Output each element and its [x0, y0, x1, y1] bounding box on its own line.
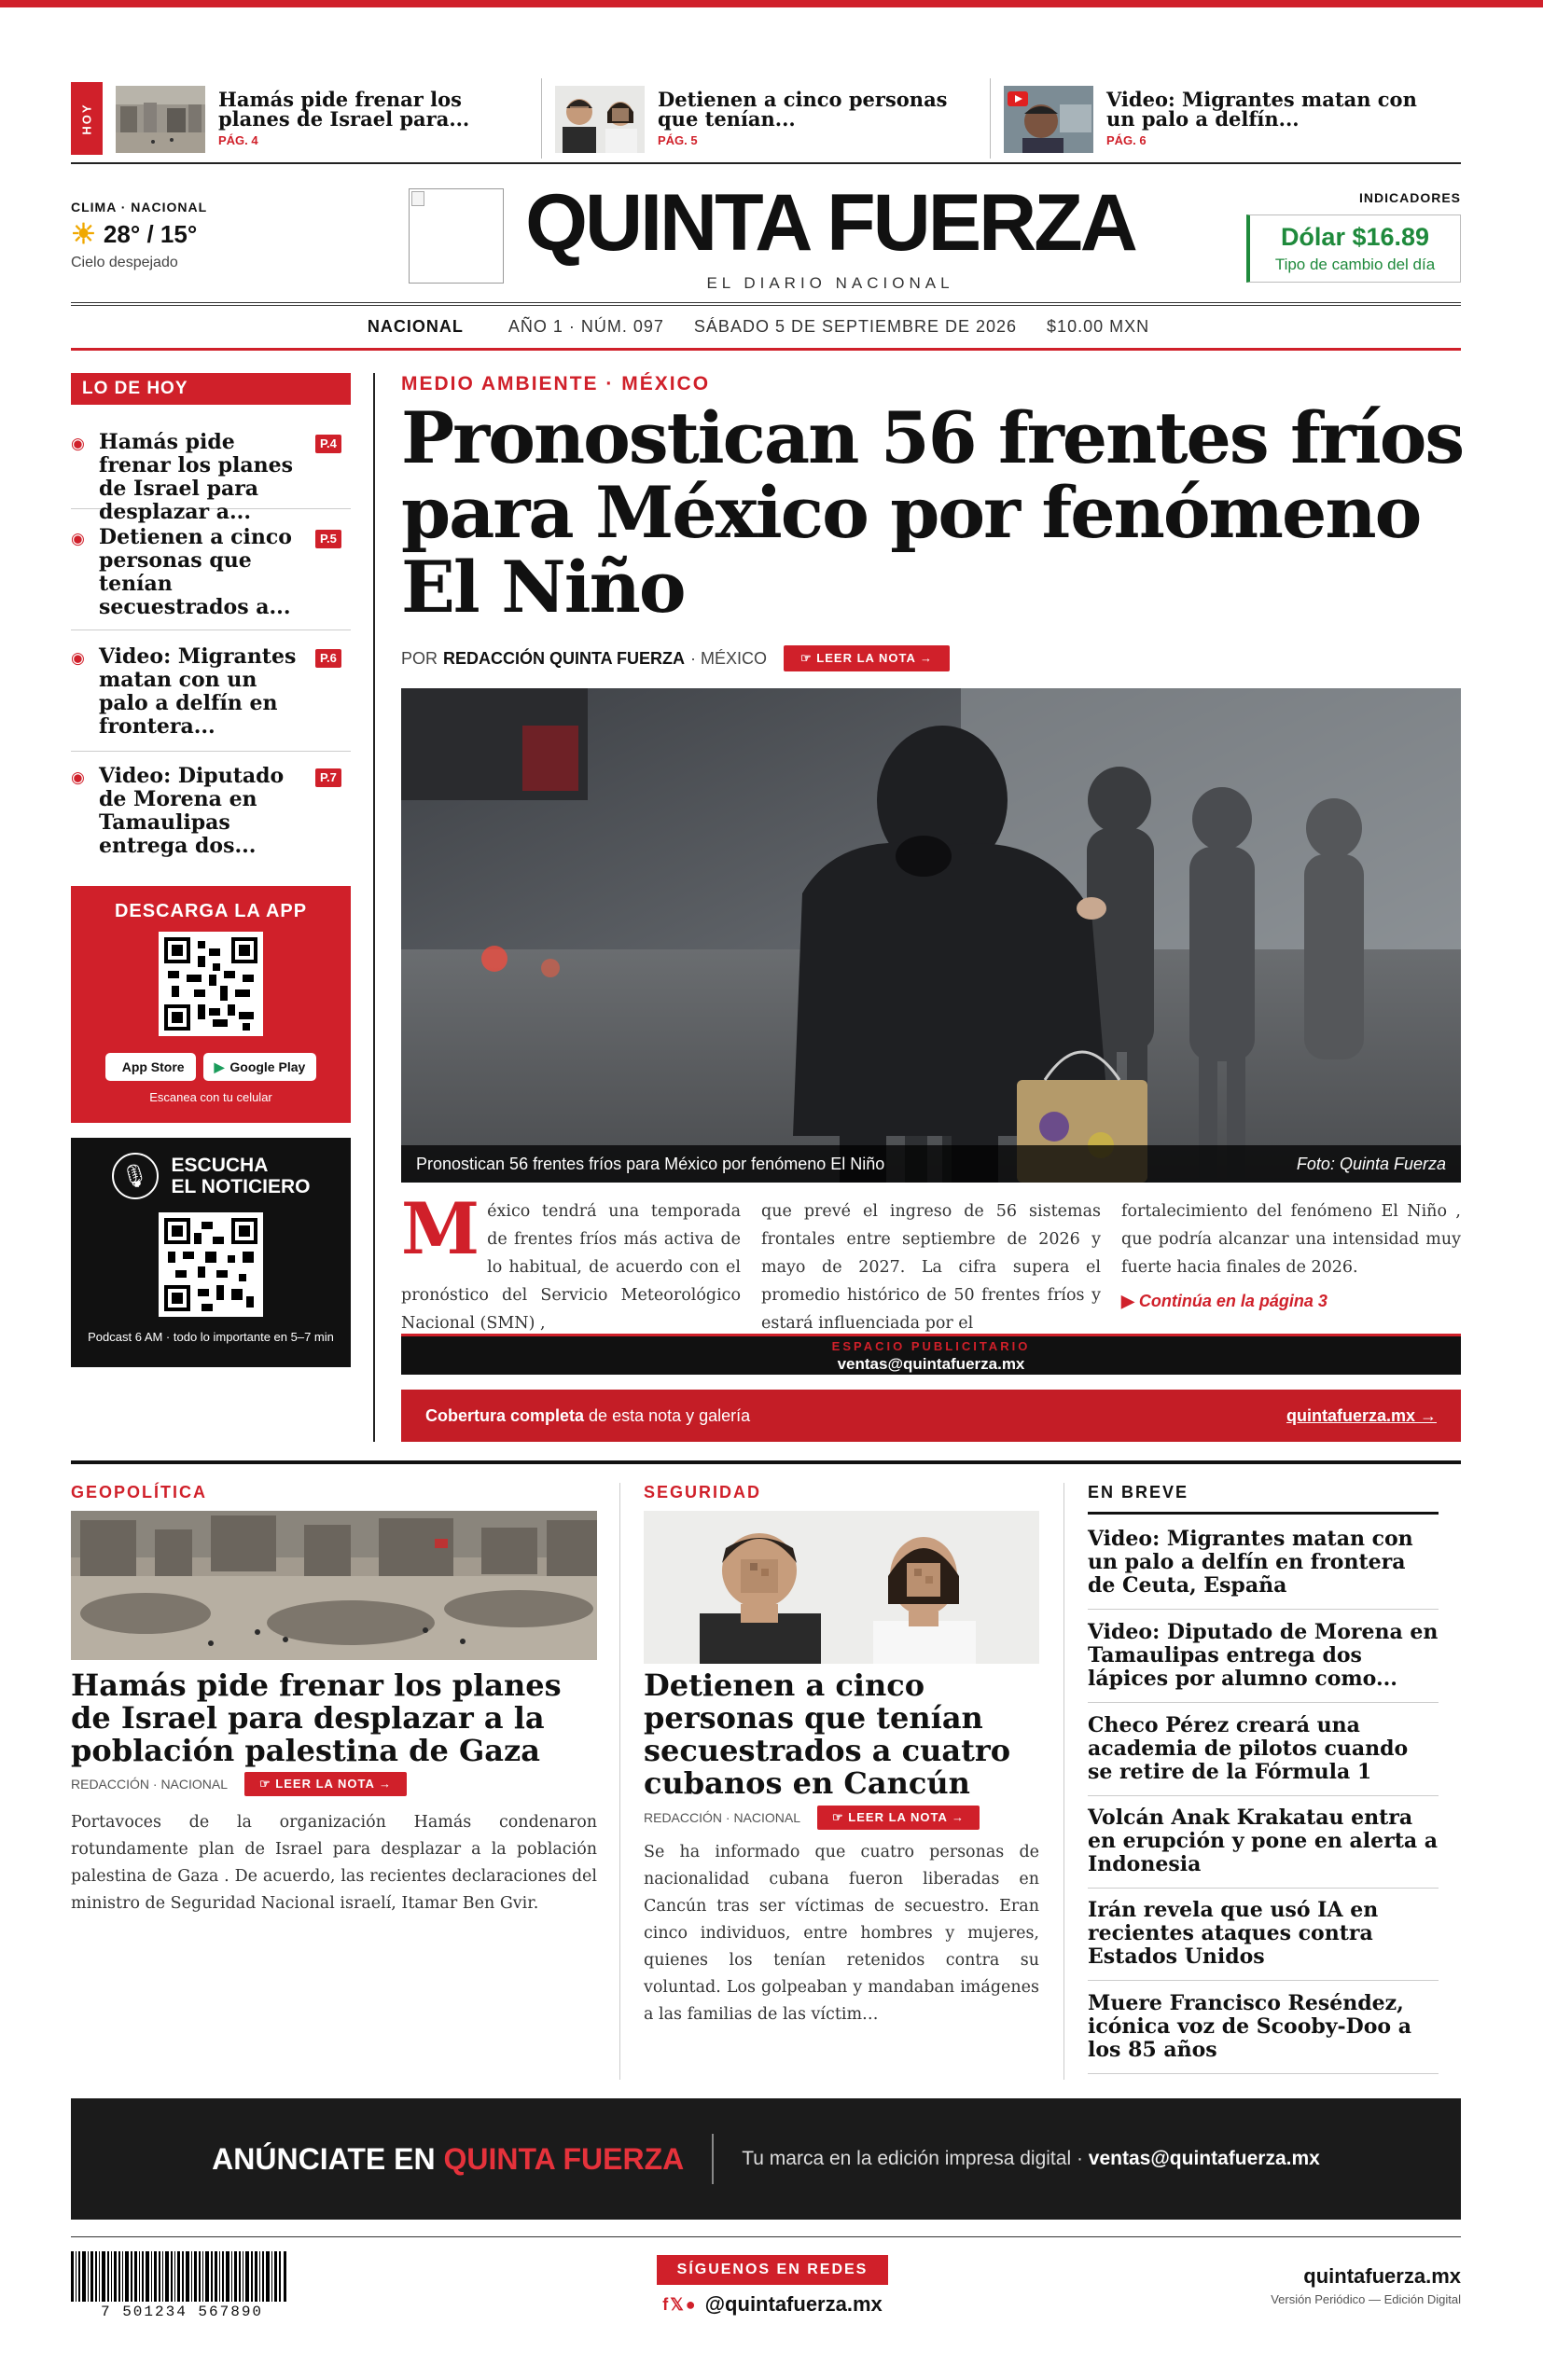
footer-rule — [71, 2236, 1461, 2237]
lead-headline[interactable]: Pronostican 56 frentes fríos para México por fenómeno El Niño — [401, 396, 1464, 629]
story-byline: REDACCIÓN · NACIONAL — [644, 1810, 801, 1825]
dateline-section: NACIONAL — [367, 317, 464, 336]
byline-author: REDACCIÓN QUINTA FUERZA — [443, 648, 686, 668]
ticker-item[interactable] — [542, 78, 990, 162]
dateline-issue: AÑO 1 · NÚM. 097 — [507, 317, 664, 336]
podcast-box — [71, 1138, 351, 1367]
coverage-bold: Cobertura completa — [425, 1405, 585, 1425]
qr-code-icon[interactable] — [159, 932, 263, 1036]
site-version: Versión Periódico — Edición Digital — [1271, 2292, 1461, 2306]
dateline-price: $10.00 MXN — [1047, 317, 1150, 336]
masthead-tagline: EL DIARIO NACIONAL — [706, 274, 954, 292]
banner-email[interactable]: ventas@quintafuerza.mx — [1088, 2148, 1320, 2169]
sidebar-item[interactable] — [71, 526, 351, 630]
eye-icon: ◉ — [71, 530, 85, 547]
sidebar-item[interactable] — [71, 765, 351, 871]
drop-cap: M — [401, 1187, 480, 1270]
triangle-right-icon: ▶ — [1121, 1292, 1134, 1310]
eye-icon: ◉ — [71, 649, 85, 667]
site-url[interactable]: quintafuerza.mx — [1303, 2264, 1461, 2288]
story-meta — [644, 1806, 980, 1830]
sidebar-item-title: Video: Diputado de Morena en Tamaulipas entrega dos... — [99, 764, 285, 858]
dateline-date: SÁBADO 5 DE SEPTIEMBRE DE 2026 — [693, 317, 1018, 336]
sidebar-title: LO DE HOY — [71, 373, 351, 405]
dateline — [71, 302, 1461, 351]
app-title: DESCARGA LA APP — [114, 901, 308, 921]
podcast-title-1: ESCUCHA — [171, 1155, 269, 1176]
story-section: SEGURIDAD — [644, 1483, 762, 1501]
broken-logo-image — [409, 188, 504, 284]
app-scan-text: Escanea con tu celular — [149, 1090, 272, 1104]
ticker-page: PÁG. 5 — [658, 133, 698, 147]
podcast-title-2: EL NOTICIERO — [171, 1176, 311, 1197]
ad-strip-email: ventas@quintafuerza.mx — [837, 1355, 1025, 1373]
byline-prefix: POR — [401, 648, 438, 668]
story-photo-gaza[interactable] — [71, 1511, 597, 1660]
ad-strip-label: ESPACIO PUBLICITARIO — [831, 1339, 1031, 1353]
story-body: Portavoces de la organización Hamás condenaron rotundamente plan de Israel para desplazar a la población palestina de Gaza . De acuerdo, las recientes declaraciones del ministro de Seguridad Nacional israelí, Itamar Ben Gvir. — [71, 1813, 597, 1913]
continue-link[interactable]: ▶ Continúa en la página 3 — [1121, 1292, 1328, 1310]
app-store-button[interactable]: App Store — [105, 1053, 196, 1081]
read-story-button[interactable]: ☞ LEER LA NOTA → — [244, 1772, 407, 1796]
hoy-label: HOY — [71, 82, 103, 155]
banner-part-2: QUINTA FUERZA — [443, 2141, 685, 2176]
story-photo-detenidos[interactable] — [644, 1511, 1039, 1664]
read-story-button[interactable]: ☞ LEER LA NOTA → — [817, 1806, 980, 1830]
sidebar-item[interactable] — [71, 430, 351, 524]
sidebar-item[interactable] — [71, 645, 351, 752]
coverage-bar[interactable] — [401, 1390, 1461, 1442]
social-handle[interactable]: @quintafuerza.mx — [704, 2292, 883, 2316]
sidebar-item-page: P.4 — [315, 435, 341, 453]
ticker-page: PÁG. 6 — [1106, 133, 1147, 147]
advertise-banner[interactable] — [71, 2098, 1461, 2220]
site-block — [1213, 2264, 1461, 2306]
microphone-icon[interactable]: 🎙 — [112, 1153, 159, 1199]
eye-icon: ◉ — [71, 768, 85, 786]
breve-item[interactable]: Video: Diputado de Morena en Tamaulipas entrega dos lápices por alumno como... — [1088, 1621, 1439, 1703]
qr-code-icon[interactable] — [159, 1212, 263, 1317]
breve-item[interactable]: Muere Francisco Reséndez, icónica voz de Scooby-Doo a los 85 años — [1088, 1992, 1439, 2074]
breve-item[interactable]: Volcán Anak Krakatau entra en erupción y pone en alerta a Indonesia — [1088, 1806, 1439, 1889]
weather-desc: Cielo despejado — [71, 255, 178, 270]
ticker-title: Detienen a cinco personas que tenían... — [658, 88, 948, 131]
story-section: GEOPOLÍTICA — [71, 1483, 208, 1501]
sidebar-item-title: Video: Migrantes matan con un palo a delfín en frontera... — [99, 644, 297, 739]
lead-col-1: éxico tendrá una temporada de frentes fríos más activa de lo habitual, de acuerdo con el pronóstico del Servicio Meteorológico Nacional (SMN) , — [401, 1202, 741, 1333]
ad-strip[interactable] — [401, 1334, 1461, 1375]
photo-credit: Foto: Quinta Fuerza — [1296, 1154, 1446, 1173]
top-accent-bar — [0, 0, 1543, 7]
sidebar-item-title: Detienen a cinco personas que tenían secuestrados a... — [99, 525, 292, 619]
breve-item[interactable]: Video: Migrantes matan con un palo a delfín en frontera de Ceuta, España — [1088, 1528, 1439, 1610]
indicators-widget — [1246, 190, 1461, 283]
ticker-thumb-gaza — [116, 86, 205, 153]
banner-tag: Tu marca en la edición impresa digital · — [742, 2148, 1089, 2169]
section-rule — [71, 1460, 1461, 1464]
lead-col-2: que prevé el ingreso de 56 sistemas frontales entre septiembre de 2026 y mayo de 2027. La cifra supera el promedio histórico de 50 frentes fríos y estará influenciada por el — [761, 1202, 1101, 1333]
weather-label: CLIMA · NACIONAL — [71, 200, 208, 214]
lead-body — [401, 1187, 1461, 1337]
ticker-item[interactable] — [991, 78, 1457, 162]
banner-part-1: ANÚNCIATE EN — [212, 2141, 444, 2176]
barcode-number: 7 501234 567890 — [101, 2304, 264, 2320]
ticker-thumb-detenidos — [555, 86, 645, 153]
coverage-rest: de esta nota y galería — [584, 1405, 751, 1425]
top-ticker — [71, 78, 1461, 164]
sidebar-item-page: P.6 — [315, 649, 341, 668]
column-divider — [373, 373, 375, 1442]
podcast-desc: Podcast 6 AM · todo lo importante en 5–7 min — [88, 1330, 334, 1344]
lead-photo[interactable] — [401, 688, 1461, 1183]
dollar-desc: Tipo de cambio del día — [1274, 256, 1436, 273]
eye-icon: ◉ — [71, 435, 85, 452]
ticker-page: PÁG. 4 — [218, 133, 258, 147]
ticker-item[interactable] — [103, 78, 541, 162]
story-meta — [71, 1772, 407, 1796]
caption-text: Pronostican 56 frentes fríos para México por fenómeno El Niño — [416, 1154, 885, 1173]
sidebar-item-page: P.5 — [315, 530, 341, 548]
social-block — [657, 2255, 888, 2317]
breve-item[interactable]: Irán revela que usó IA en recientes ataques contra Estados Unidos — [1088, 1899, 1439, 1981]
breve-title: EN BREVE — [1088, 1483, 1439, 1515]
weather-temp: 28° / 15° — [103, 220, 198, 248]
ticker-title: Hamás pide frenar los planes de Israel para... — [218, 88, 470, 131]
story-headline[interactable]: Detienen a cinco personas que tenían secuestrados a cuatro cubanos en Cancún — [644, 1667, 1011, 1801]
lead-col-3: fortalecimiento del fenómeno El Niño , que podría alcanzar una intensidad muy fuerte hacia finales de 2026. — [1121, 1202, 1461, 1277]
lead-kicker: MEDIO AMBIENTE · MÉXICO — [401, 373, 711, 394]
dollar-value: Dólar $16.89 — [1280, 223, 1430, 251]
app-download-box — [71, 886, 351, 1123]
story-divider — [619, 1483, 620, 2080]
byline-location: · MÉXICO — [690, 648, 768, 668]
masthead-title: QUINTA FUERZA — [525, 178, 1135, 268]
play-icon: ▶ — [214, 1059, 225, 1074]
photo-caption — [401, 1145, 1461, 1183]
story-divider — [1063, 1483, 1064, 2080]
read-story-button[interactable]: ☞ LEER LA NOTA → — [784, 645, 950, 671]
sun-icon: ☀ — [71, 219, 96, 250]
masthead — [522, 172, 1138, 293]
sidebar-item-title: Hamás pide frenar los planes de Israel para desplazar a... — [99, 430, 294, 524]
story-body: Se ha informado que cuatro personas de nacionalidad cubana fueron liberadas en Cancún tras ser víctimas de secuestro. Eran cinco individuos, entre hombres y mujeres, quienes los tenían retenidos contra su voluntad. Los golpeaban y mandaban imágenes a las familias de las víctim… — [644, 1843, 1039, 2024]
ticker-thumb-video — [1004, 86, 1093, 153]
social-label: SÍGUENOS EN REDES — [657, 2255, 888, 2285]
social-icons[interactable]: f𝕏● — [662, 2294, 698, 2314]
story-byline: REDACCIÓN · NACIONAL — [71, 1777, 229, 1792]
lead-byline — [401, 645, 950, 671]
ticker-title: Video: Migrantes matan con un palo a delfín... — [1106, 88, 1417, 131]
weather-widget — [71, 200, 207, 271]
breve-item[interactable]: Checo Pérez creará una academia de pilotos cuando se retire de la Fórmula 1 — [1088, 1714, 1439, 1796]
google-play-button[interactable]: ▶ Google Play — [203, 1053, 317, 1081]
coverage-link[interactable]: quintafuerza.mx → — [1286, 1405, 1437, 1425]
story-headline[interactable]: Hamás pide frenar los planes de Israel para desplazar a la población palestina de Gaza — [71, 1667, 562, 1768]
indicators-label: INDICADORES — [1358, 190, 1461, 205]
sidebar-item-page: P.7 — [315, 768, 341, 787]
